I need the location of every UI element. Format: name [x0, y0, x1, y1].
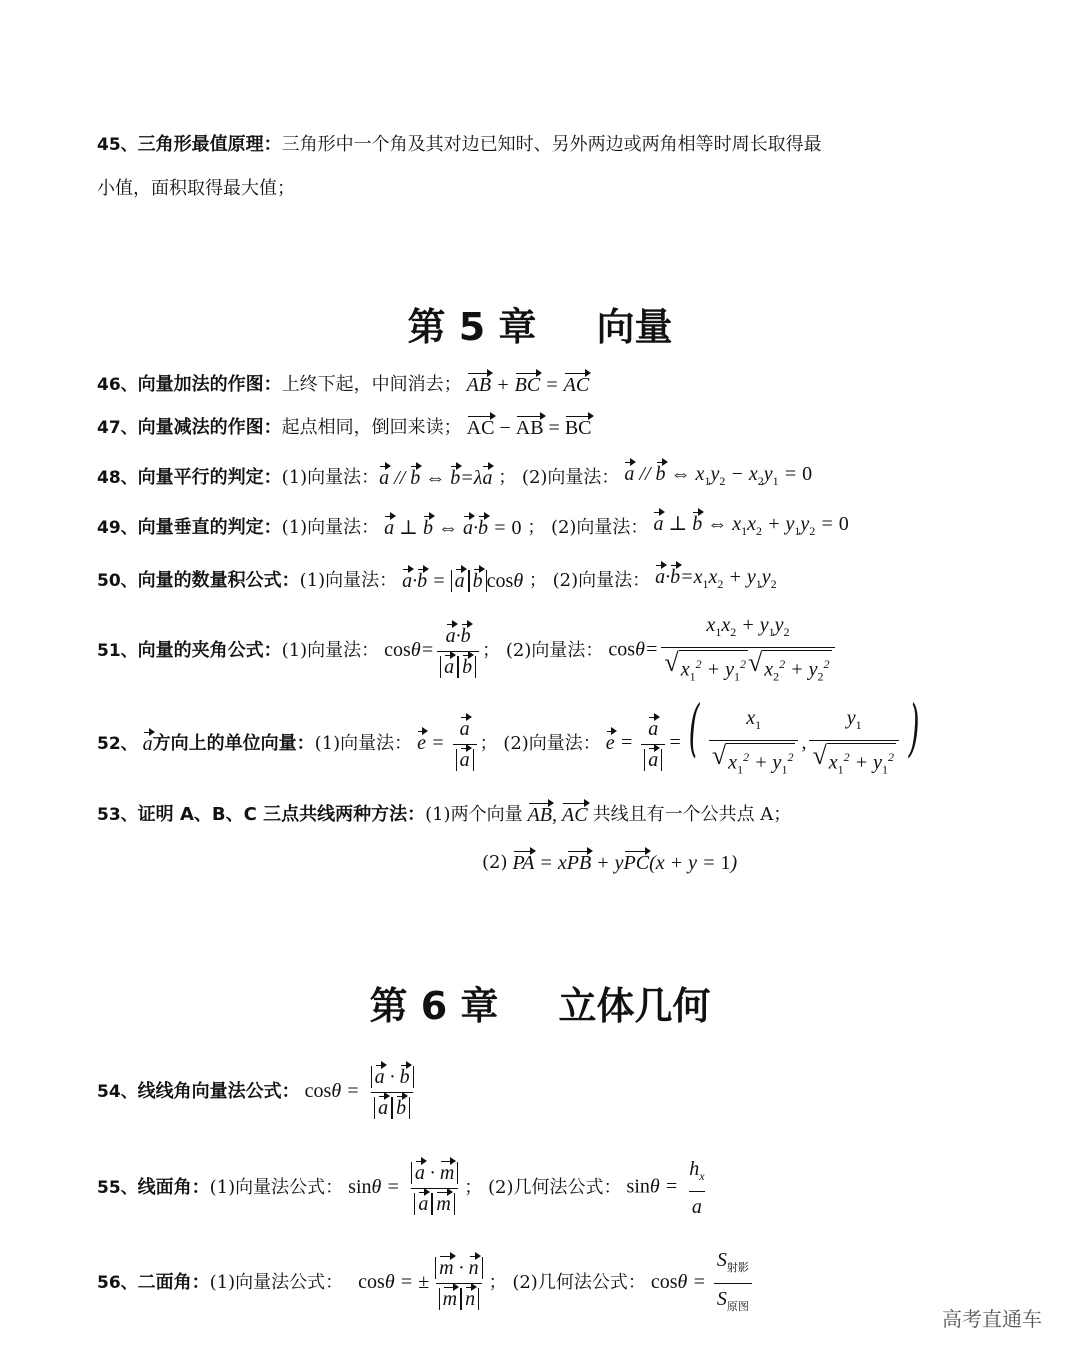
item-title: 向量垂直的判定： — [137, 516, 282, 538]
method-1-label: (1)向量法： — [281, 640, 380, 661]
item-number: 48、 — [97, 467, 138, 488]
item-51: 51、 向量的夹角公式： (1)向量法： cosθ= $\frac{a\cdot b}{\text{a b}}$ ； (2)向量法： cosθ= $x_1x_2 + y_1y_2$ √ $x_1^2 + y_1^2$ √ $x_2^2 + y_2^2$ — [97, 616, 838, 686]
item-title: 向量平行的判定： — [137, 466, 282, 488]
formula: cosθ = $\frac{S_{射影}}{S_{原图}}$ — [646, 1247, 755, 1320]
method-1-label: (1)向量法公式： — [209, 1272, 344, 1293]
formula: cosθ= $x_1x_2 + y_1y_2$ √ $x_1^2 + y_1^2$ √ $x_2^2 + y_2^2$ — [603, 612, 837, 690]
chapter-6-heading — [0, 975, 1080, 1030]
formula: AB, AC — [527, 804, 588, 826]
item-53-method-2 — [482, 850, 737, 876]
formula: AB + BC = AC — [466, 374, 590, 396]
item-body: 小值，面积取得最大值； — [97, 178, 295, 199]
formula: a // b ⇔ b=λa — [379, 466, 493, 489]
item-title: 方向上的单位向量： — [152, 733, 315, 754]
item-body: 起点相同，倒回来读； — [281, 417, 462, 438]
item-title: 向量加法的作图： — [137, 374, 282, 395]
item-title: 线面角： — [137, 1177, 210, 1198]
method-2-label: (2)几何法公式： — [488, 1177, 622, 1198]
item-title: 三角形最值原理： — [137, 134, 282, 155]
item-title: 向量的数量积公式： — [137, 569, 300, 591]
item-number: 45、 — [97, 135, 138, 155]
chapter-label: 第 5 章 — [407, 305, 537, 349]
method-1-label: (1)两个向量 — [425, 804, 523, 825]
item-title: 线线角向量法公式： — [137, 1081, 300, 1102]
chapter-5-heading — [0, 296, 1080, 351]
item-number: 51、 — [97, 641, 138, 661]
method-1-label: (1)向量法公式： — [209, 1177, 344, 1198]
method-2-label: (2)向量法： — [550, 516, 649, 538]
item-number: 55、 — [97, 1178, 138, 1198]
method-2-label: (2)几何法公式： — [512, 1272, 646, 1293]
item-number: 56、 — [97, 1273, 138, 1293]
item-body: 三角形中一个角及其对边已知时、另外两边或两角相等时周长取得最 — [281, 134, 822, 155]
chapter-title: 向量 — [596, 305, 673, 349]
method-2-label: (2) — [482, 852, 508, 873]
item-48: 48、 向量平行的判定： (1)向量法： a // b ⇔ b=λa ； (2)向量法： a // b ⇔ $x_1y_2 - x_2y_1 = 0$ — [97, 461, 812, 494]
method-2-label: (2)向量法： — [505, 640, 604, 661]
item-50: 50、 向量的数量积公式： (1)向量法： a·b = a b cosθ ； (2)向量法： $a\cdot b=x_1x_2 + y_1y_2$ — [97, 564, 777, 597]
item-number: 47、 — [97, 418, 138, 438]
formula: e = $\frac{a}{a}$ — [412, 716, 479, 773]
formula: a — [142, 733, 153, 755]
watermark: 高考直通车 — [942, 1307, 1042, 1331]
formula: cosθ= $\frac{a\cdot b}{\text{a b}}$ — [379, 623, 482, 680]
item-52: 52、 a 方向上的单位向量： (1)向量法： e = $\frac{a}{a}$ ； (2)向量法： e = $\frac{a}{a}$ = ( $x_1$ √ $x_1^2 + y_1^2$ , $y_1$ √ $x_1^2 + y_1^2$ ) — [97, 708, 926, 780]
method-1-label: (1)向量法： — [281, 516, 380, 538]
item-53 — [97, 802, 791, 828]
formula: e = $\frac{a}{a}$ = ( $x_1$ √ $x_1^2 + y_1^2$ , $y_1$ √ $x_1^2 + y_1^2$ ) — [601, 705, 926, 783]
method-2-label: (2)向量法： — [552, 569, 651, 591]
item-55: 55、 线面角： (1)向量法公式： sinθ = $\frac{a \cdot m}{\text{a m}}$ ； (2)几何法公式： sinθ = $\frac{h_x}{a}$ — [97, 1150, 711, 1226]
formula: a ⊥ b ⇔ $x_1x_2 + y_1y_2 = 0$ — [653, 513, 849, 538]
formula: a // b ⇔ $x_1y_2 - x_2y_1 = 0$ — [624, 463, 813, 488]
item-49: 49、 向量垂直的判定： (1)向量法： a ⊥ b ⇔ a·b = 0 ； (2)向量法： a ⊥ b ⇔ $x_1x_2 + y_1y_2 = 0$ — [97, 511, 849, 544]
formula: AC − AB = BC — [466, 417, 592, 439]
method-2-label: (2)向量法： — [521, 466, 620, 488]
method-1-label: (1)向量法： — [314, 733, 413, 754]
item-56: 56、 二面角： (1)向量法公式： cosθ = ± $\frac{m \cdot n}{\text{m n}}$ ； (2)几何法公式： cosθ = $\frac{S_{射影}}{S_{原图}}$ — [97, 1245, 755, 1321]
item-number: 53、 — [97, 805, 138, 825]
item-47 — [97, 415, 592, 441]
method-1-label: (1)向量法： — [281, 466, 380, 488]
formula: sinθ = $\frac{h_x}{a}$ — [626, 1158, 705, 1218]
formula: cosθ = $\frac{a \cdot b}{\text{a b}}$ — [300, 1064, 420, 1121]
formula: cosθ = ± $\frac{m \cdot n}{\text{m n}}$ — [343, 1255, 488, 1312]
item-title: 证明 A、B、C 三点共线两种方法： — [137, 804, 426, 825]
chapter-title: 立体几何 — [558, 984, 711, 1028]
item-number: 54、 — [97, 1082, 138, 1102]
formula: a ⊥ b ⇔ a·b = 0 — [384, 516, 522, 539]
formula: a·b = a b cosθ — [402, 569, 524, 592]
formula: $a\cdot b=x_1x_2 + y_1y_2$ — [655, 566, 777, 591]
formula: PA = xPB + yPC(x + y = 1) — [512, 852, 738, 874]
subscript-projection: 射影 — [726, 1260, 749, 1274]
item-number: 49、 — [97, 517, 138, 538]
item-46 — [97, 372, 589, 398]
formula: sinθ = $\frac{a \cdot m}{\text{a m}}$ — [343, 1160, 464, 1217]
method-1-tail: 共线且有一个公共点 A； — [592, 804, 792, 825]
item-number: 50、 — [97, 570, 138, 591]
item-number: 46、 — [97, 375, 138, 395]
chapter-label: 第 6 章 — [369, 984, 499, 1028]
item-45-cont — [97, 176, 295, 202]
item-title: 二面角： — [137, 1272, 210, 1293]
method-1-label: (1)向量法： — [299, 569, 398, 591]
item-54 — [97, 1055, 420, 1129]
subscript-original: 原图 — [726, 1299, 749, 1313]
item-body: 上终下起，中间消去； — [281, 374, 462, 395]
item-title: 向量的夹角公式： — [137, 640, 282, 661]
method-2-label: (2)向量法： — [503, 733, 601, 754]
item-45 — [97, 132, 822, 158]
item-title: 向量减法的作图： — [137, 417, 282, 438]
item-number: 52、 — [97, 734, 138, 754]
